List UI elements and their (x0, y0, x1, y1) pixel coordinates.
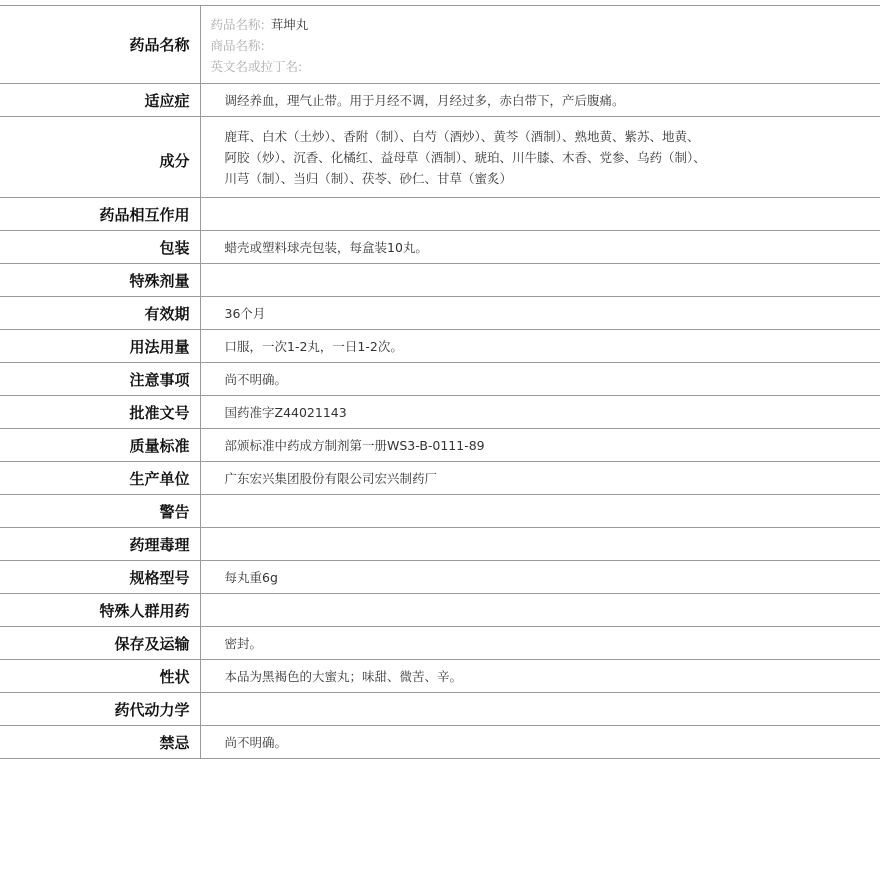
english-name-line (211, 56, 880, 77)
row-value (200, 264, 880, 297)
table-row-approval-number (0, 396, 880, 429)
table-row-special-dosage (0, 264, 880, 297)
row-value (200, 528, 880, 561)
table-row-ingredients (0, 117, 880, 198)
table-row-dosage (0, 330, 880, 363)
row-value: 密封。 (200, 627, 880, 660)
row-value: 每丸重6g (200, 561, 880, 594)
generic-name-label: 药品名称: (210, 17, 265, 32)
trade-name-label: 商品名称: (210, 38, 265, 53)
row-value: 调经养血，理气止带。用于月经不调，月经过多，赤白带下，产后腹痛。 (200, 84, 880, 117)
table-row-special-populations (0, 594, 880, 627)
table-row-pharmacology (0, 528, 880, 561)
row-label: 规格型号 (0, 561, 200, 594)
row-value (200, 495, 880, 528)
row-label: 特殊人群用药 (0, 594, 200, 627)
row-value: 36个月 (200, 297, 880, 330)
table-row-contraindications (0, 726, 880, 759)
names-block (201, 12, 880, 77)
row-label: 成分 (0, 117, 200, 198)
row-label-drug-name: 药品名称 (0, 6, 200, 84)
ingredients-line: 鹿茸、白术（土炒）、香附（制）、白芍（酒炒）、黄芩（酒制）、熟地黄、紫苏、地黄、 (224, 128, 700, 144)
table-row-warning (0, 495, 880, 528)
table-row-quality-standard (0, 429, 880, 462)
table-row-specification (0, 561, 880, 594)
table-row-packaging (0, 231, 880, 264)
row-label: 有效期 (0, 297, 200, 330)
table-row-names (0, 6, 880, 84)
row-label: 用法用量 (0, 330, 200, 363)
row-label: 批准文号 (0, 396, 200, 429)
row-label: 警告 (0, 495, 200, 528)
row-value: 口服，一次1-2丸，一日1-2次。 (200, 330, 880, 363)
ingredients-line: 川芎（制）、当归（制）、茯苓、砂仁、甘草（蜜炙） (224, 170, 513, 186)
table-row-pharmacokinetics (0, 693, 880, 726)
row-label: 性状 (0, 660, 200, 693)
ingredients-line: 阿胶（炒）、沉香、化橘红、益母草（酒制）、琥珀、川牛膝、木香、党参、乌药（制）、 (224, 149, 706, 165)
generic-name-value: 茸坤丸 (270, 17, 309, 32)
drug-info-table (0, 5, 880, 759)
table-row-manufacturer (0, 462, 880, 495)
ingredients-value (200, 117, 880, 198)
row-label: 药理毒理 (0, 528, 200, 561)
row-label: 特殊剂量 (0, 264, 200, 297)
row-label: 注意事项 (0, 363, 200, 396)
row-label: 质量标准 (0, 429, 200, 462)
row-label: 禁忌 (0, 726, 200, 759)
trade-name-line (211, 35, 880, 56)
row-value: 尚不明确。 (200, 726, 880, 759)
row-value (200, 594, 880, 627)
row-value: 部颁标准中药成方制剂第一册WS3-B-0111-89 (200, 429, 880, 462)
row-value: 本品为黑褐色的大蜜丸；味甜、微苦、辛。 (200, 660, 880, 693)
row-value: 蜡壳或塑料球壳包装，每盒装10丸。 (200, 231, 880, 264)
row-label: 生产单位 (0, 462, 200, 495)
names-cell (200, 6, 880, 84)
row-value (200, 198, 880, 231)
table-row-indications (0, 84, 880, 117)
row-value (200, 693, 880, 726)
generic-name-line (211, 14, 880, 35)
table-row-shelf-life (0, 297, 880, 330)
table-row-interactions (0, 198, 880, 231)
row-label: 药代动力学 (0, 693, 200, 726)
row-value: 广东宏兴集团股份有限公司宏兴制药厂 (200, 462, 880, 495)
row-label: 包装 (0, 231, 200, 264)
row-label: 适应症 (0, 84, 200, 117)
row-label: 药品相互作用 (0, 198, 200, 231)
row-label: 保存及运输 (0, 627, 200, 660)
table-row-storage (0, 627, 880, 660)
row-value: 国药准字Z44021143 (200, 396, 880, 429)
english-name-label: 英文名或拉丁名: (210, 59, 303, 74)
table-row-appearance (0, 660, 880, 693)
table-row-precautions (0, 363, 880, 396)
row-value: 尚不明确。 (200, 363, 880, 396)
